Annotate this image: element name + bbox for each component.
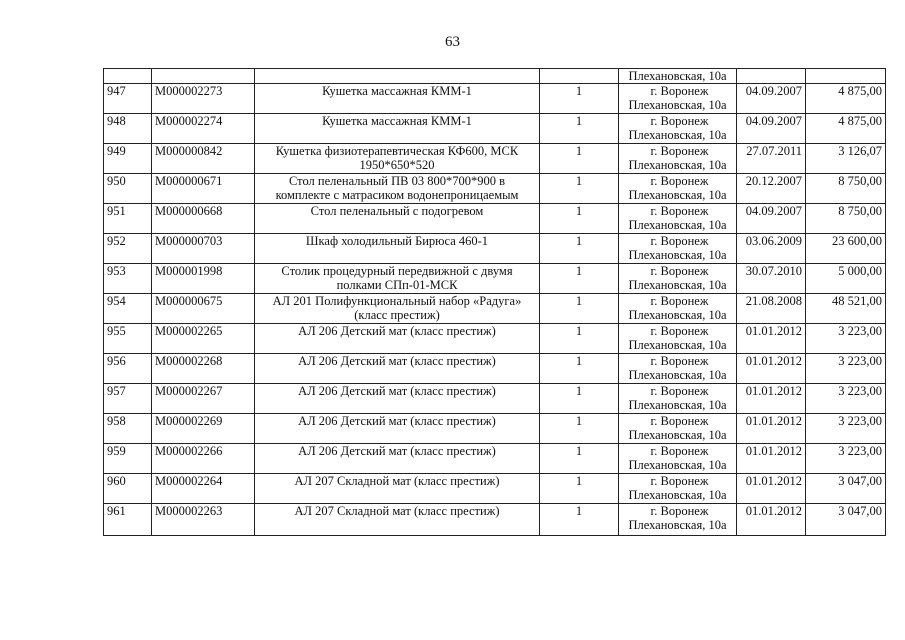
cell-qty: 1	[540, 84, 619, 114]
cell-qty: 1	[540, 504, 619, 536]
cell-name	[255, 114, 540, 144]
address-street: Плехановская, 10а	[628, 488, 727, 502]
cell-qty: 1	[540, 354, 619, 384]
cell-name	[255, 294, 540, 324]
cell-address	[619, 504, 737, 536]
cell-name	[255, 234, 540, 264]
cell-date: 01.01.2012	[737, 354, 806, 384]
address-city: г. Воронеж	[650, 504, 709, 518]
address-city: г. Воронеж	[650, 144, 709, 158]
address-street: Плехановская, 10а	[628, 338, 727, 352]
address-city: г. Воронеж	[650, 414, 709, 428]
address-city: г. Воронеж	[650, 324, 709, 338]
cell-sum: 3 223,00	[806, 384, 886, 414]
cell-sum: 4 875,00	[806, 114, 886, 144]
cell-address	[619, 444, 737, 474]
cell-name	[255, 354, 540, 384]
cell-sum: 23 600,00	[806, 234, 886, 264]
address-city: г. Воронеж	[650, 114, 709, 128]
table-row	[104, 414, 886, 444]
address-street: Плехановская, 10а	[628, 98, 727, 112]
cell-address	[619, 144, 737, 174]
cell-address	[619, 414, 737, 444]
cell-name	[255, 264, 540, 294]
cell-date: 04.09.2007	[737, 114, 806, 144]
cell-code: М000002267	[152, 384, 255, 414]
cell-sum: 48 521,00	[806, 294, 886, 324]
cell-date: 04.09.2007	[737, 84, 806, 114]
cell-qty	[540, 69, 619, 84]
table-row	[104, 444, 886, 474]
cell-qty: 1	[540, 144, 619, 174]
cell-sum: 5 000,00	[806, 264, 886, 294]
cell-qty: 1	[540, 234, 619, 264]
address-street: Плехановская, 10а	[628, 248, 727, 262]
address-street: Плехановская, 10а	[628, 368, 727, 382]
item-name-line: полками СПп-01-МСК	[336, 278, 458, 292]
cell-code: М000000842	[152, 144, 255, 174]
item-name-line: (класс престиж)	[354, 308, 440, 322]
table-row	[104, 144, 886, 174]
item-name-line: АЛ 206 Детский мат (класс престиж)	[298, 444, 496, 458]
cell-date: 01.01.2012	[737, 384, 806, 414]
cell-sum	[806, 69, 886, 84]
cell-sum: 8 750,00	[806, 174, 886, 204]
address-street: Плехановская, 10а	[628, 398, 727, 412]
cell-num: 952	[104, 234, 152, 264]
address-street: Плехановская, 10а	[628, 278, 727, 292]
cell-date: 04.09.2007	[737, 204, 806, 234]
cell-name	[255, 474, 540, 504]
cell-num: 955	[104, 324, 152, 354]
address-city: г. Воронеж	[650, 444, 709, 458]
cell-qty: 1	[540, 384, 619, 414]
cell-num: 954	[104, 294, 152, 324]
cell-date: 21.08.2008	[737, 294, 806, 324]
table-row	[104, 294, 886, 324]
cell-address	[619, 294, 737, 324]
table-row	[104, 474, 886, 504]
cell-code: М000002266	[152, 444, 255, 474]
cell-name	[255, 69, 540, 84]
address-city: г. Воронеж	[650, 174, 709, 188]
cell-code: М000002273	[152, 84, 255, 114]
cell-address	[619, 84, 737, 114]
cell-code: М000000703	[152, 234, 255, 264]
cell-address	[619, 474, 737, 504]
table-row	[104, 234, 886, 264]
cell-num: 950	[104, 174, 152, 204]
item-name-line: 1950*650*520	[359, 158, 435, 172]
table-row	[104, 174, 886, 204]
address-city: г. Воронеж	[650, 354, 709, 368]
cell-address	[619, 384, 737, 414]
cell-qty: 1	[540, 204, 619, 234]
cell-sum: 3 126,07	[806, 144, 886, 174]
cell-code: М000001998	[152, 264, 255, 294]
cell-num: 953	[104, 264, 152, 294]
table-row	[104, 354, 886, 384]
cell-name	[255, 84, 540, 114]
address-city: г. Воронеж	[650, 234, 709, 248]
cell-name	[255, 324, 540, 354]
cell-date	[737, 69, 806, 84]
cell-num	[104, 69, 152, 84]
cell-code: М000002269	[152, 414, 255, 444]
cell-sum: 4 875,00	[806, 84, 886, 114]
cell-address	[619, 114, 737, 144]
cell-address	[619, 354, 737, 384]
item-name-line: Стол пеленальный ПВ 03 800*700*900 в	[288, 174, 506, 188]
cell-sum: 8 750,00	[806, 204, 886, 234]
cell-date: 03.06.2009	[737, 234, 806, 264]
item-name-line: АЛ 201 Полифункциональный набор «Радуга»	[272, 294, 522, 308]
item-name-line: Стол пеленальный с подогревом	[310, 204, 484, 218]
cell-qty: 1	[540, 294, 619, 324]
item-name-line: АЛ 206 Детский мат (класс престиж)	[298, 354, 496, 368]
address-city: г. Воронеж	[650, 84, 709, 98]
cell-sum: 3 223,00	[806, 354, 886, 384]
cell-code	[152, 69, 255, 84]
cell-qty: 1	[540, 114, 619, 144]
cell-date: 30.07.2010	[737, 264, 806, 294]
address-city: г. Воронеж	[650, 294, 709, 308]
address-street: Плехановская, 10а	[628, 188, 727, 202]
cell-date: 01.01.2012	[737, 324, 806, 354]
item-name-line: АЛ 207 Складной мат (класс престиж)	[294, 474, 500, 488]
cell-num: 957	[104, 384, 152, 414]
address-street: Плехановская, 10а	[628, 428, 727, 442]
cell-code: М000002268	[152, 354, 255, 384]
cell-code: М000000675	[152, 294, 255, 324]
cell-name	[255, 504, 540, 536]
address-street: Плехановская, 10а	[628, 218, 727, 232]
address-street: Плехановская, 10а	[628, 158, 727, 172]
cell-name	[255, 174, 540, 204]
item-name-line: Кушетка массажная КММ-1	[322, 84, 472, 98]
cell-num: 947	[104, 84, 152, 114]
cell-sum: 3 223,00	[806, 444, 886, 474]
cell-name	[255, 414, 540, 444]
cell-qty: 1	[540, 174, 619, 204]
cell-code: М000002263	[152, 504, 255, 536]
cell-address	[619, 234, 737, 264]
cell-name	[255, 444, 540, 474]
cell-qty: 1	[540, 474, 619, 504]
table-row	[104, 384, 886, 414]
cell-address	[619, 264, 737, 294]
item-name-line: комплекте с матрасиком водонепроницаемым	[275, 188, 519, 202]
address-street: Плехановская, 10а	[628, 458, 727, 472]
item-name-line: Кушетка массажная КММ-1	[322, 114, 472, 128]
cell-address	[619, 174, 737, 204]
cell-sum: 3 047,00	[806, 474, 886, 504]
cell-num: 958	[104, 414, 152, 444]
table-row	[104, 84, 886, 114]
cell-address	[619, 204, 737, 234]
table-body	[104, 69, 886, 536]
address-city: г. Воронеж	[650, 384, 709, 398]
cell-sum: 3 223,00	[806, 324, 886, 354]
cell-name	[255, 144, 540, 174]
cell-address	[619, 324, 737, 354]
item-name-line: АЛ 206 Детский мат (класс престиж)	[298, 384, 496, 398]
address-city: г. Воронеж	[650, 474, 709, 488]
item-name-line: АЛ 207 Складной мат (класс престиж)	[294, 504, 500, 518]
address-city: г. Воронеж	[650, 204, 709, 218]
item-name-line: Шкаф холодильный Бирюса 460-1	[305, 234, 489, 248]
table-row	[104, 504, 886, 536]
cell-date: 01.01.2012	[737, 474, 806, 504]
item-name-line: АЛ 206 Детский мат (класс престиж)	[298, 324, 496, 338]
cell-qty: 1	[540, 414, 619, 444]
cell-qty: 1	[540, 444, 619, 474]
address-street: Плехановская, 10а	[628, 308, 727, 322]
cell-code: М000002274	[152, 114, 255, 144]
cell-num: 960	[104, 474, 152, 504]
cell-sum: 3 223,00	[806, 414, 886, 444]
item-name-line: АЛ 206 Детский мат (класс престиж)	[298, 414, 496, 428]
cell-num: 951	[104, 204, 152, 234]
cell-num: 949	[104, 144, 152, 174]
cell-name	[255, 384, 540, 414]
cell-date: 27.07.2011	[737, 144, 806, 174]
cell-num: 956	[104, 354, 152, 384]
address-street: Плехановская, 10а	[628, 518, 727, 532]
cell-qty: 1	[540, 324, 619, 354]
table-row	[104, 204, 886, 234]
page-number: 63	[445, 34, 460, 50]
cell-num: 948	[104, 114, 152, 144]
cell-date: 01.01.2012	[737, 444, 806, 474]
cell-qty: 1	[540, 264, 619, 294]
cell-code: М000002264	[152, 474, 255, 504]
cell-date: 20.12.2007	[737, 174, 806, 204]
cell-num: 961	[104, 504, 152, 536]
cell-address: Плехановская, 10а	[619, 69, 737, 84]
cell-sum: 3 047,00	[806, 504, 886, 536]
cell-code: М000000671	[152, 174, 255, 204]
inventory-table	[103, 68, 886, 536]
table-row-continuation	[104, 69, 886, 84]
cell-date: 01.01.2012	[737, 504, 806, 536]
address-street: Плехановская, 10а	[628, 128, 727, 142]
cell-name	[255, 204, 540, 234]
table-row	[104, 264, 886, 294]
item-name-line: Кушетка физиотерапевтическая КФ600, МСК	[275, 144, 519, 158]
cell-code: М000000668	[152, 204, 255, 234]
cell-code: М000002265	[152, 324, 255, 354]
table-row	[104, 114, 886, 144]
item-name-line: Столик процедурный передвижной с двумя	[281, 264, 513, 278]
cell-date: 01.01.2012	[737, 414, 806, 444]
cell-num: 959	[104, 444, 152, 474]
address-city: г. Воронеж	[650, 264, 709, 278]
table-row	[104, 324, 886, 354]
